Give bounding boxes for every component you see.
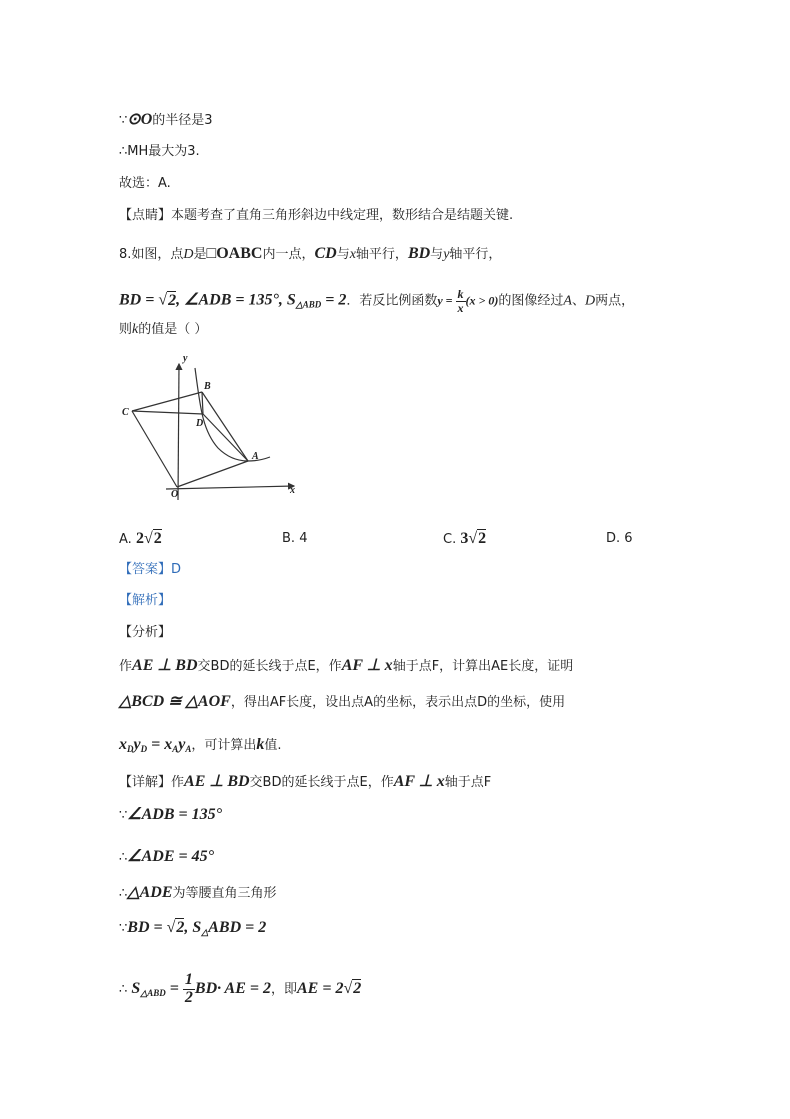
subscript-triangle: △ xyxy=(201,927,209,937)
math-y: y xyxy=(133,736,141,753)
answer-value: D xyxy=(171,562,182,577)
subscript-abd: △ABD xyxy=(295,299,322,310)
math-bd: BD = xyxy=(127,919,167,936)
radicand: 2 xyxy=(153,530,162,547)
option-a xyxy=(119,529,162,550)
q8-text: 的值是（ ） xyxy=(138,322,208,337)
segment-cd xyxy=(132,411,203,414)
option-label: D. xyxy=(606,531,621,546)
q8-text: 则 xyxy=(119,322,133,337)
circle-o-math: ⊙O xyxy=(127,111,153,128)
math-bd-ae: BD· AE = 2 xyxy=(194,979,271,997)
fenxi-line-1 xyxy=(119,656,573,677)
math-triangle-ade: △ADE xyxy=(127,884,173,901)
y-axis xyxy=(178,364,179,500)
math-s: , S xyxy=(184,919,202,936)
sqrt-sign: √ xyxy=(143,530,153,547)
line-mh-max: ∴MH最大为3. xyxy=(119,144,200,159)
radicand: 2 xyxy=(478,530,487,547)
question-8-line-1 xyxy=(119,244,501,265)
segment-bd: BD xyxy=(407,245,431,262)
radicand: 2 xyxy=(353,979,362,997)
line-dianjing: 【点睛】本题考查了直角三角形斜边中线定理，数形结合是结题关键. xyxy=(119,208,514,223)
subscript: A xyxy=(185,744,192,754)
text: 作 xyxy=(171,775,185,790)
numerator: 1 xyxy=(184,971,193,988)
text: 为等腰直角三角形 xyxy=(172,886,277,901)
q8-text: ．若反比例函数 xyxy=(346,293,438,309)
label-y: y xyxy=(183,353,188,364)
therefore-symbol: ∴ xyxy=(119,850,128,865)
text: 交BD的延长线于点E，作 xyxy=(197,659,342,674)
fraction-one-half xyxy=(183,972,195,1007)
label-o: O xyxy=(171,489,179,500)
y-var: y xyxy=(443,247,450,262)
xiangjie-line-3 xyxy=(119,847,214,868)
option-label: A. xyxy=(119,532,132,547)
math-angle: , ∠ADB = 135°, S xyxy=(176,291,296,309)
xiangjie-line-1 xyxy=(119,772,491,793)
x-axis xyxy=(166,486,294,489)
k-var: k xyxy=(132,322,139,337)
q8-text: 内一点， xyxy=(262,247,315,262)
sqrt-sign: √ xyxy=(158,291,168,309)
option-value: 2 xyxy=(135,530,144,547)
label-a: A xyxy=(252,451,259,462)
answer-line xyxy=(119,560,181,580)
fenxi-tag: 【分析】 xyxy=(119,625,172,640)
math-eq: = xyxy=(165,979,183,997)
math-af-perp-x: AF ⊥ x xyxy=(393,773,445,790)
fraction-k-over-x xyxy=(456,288,466,314)
xiangjie-line-2 xyxy=(119,805,222,826)
denominator: 2 xyxy=(184,988,193,1006)
line-choose: 故选：A. xyxy=(119,176,171,191)
sqrt-sign: √ xyxy=(166,919,176,936)
math-s: S xyxy=(131,979,141,997)
option-label: B. xyxy=(282,531,296,546)
side-co xyxy=(132,411,177,487)
domain-condition: (x > 0) xyxy=(465,293,499,308)
segment-bd xyxy=(202,392,203,414)
math-ae-perp-bd: AE ⊥ BD xyxy=(184,773,250,790)
answer-tag: 【答案】 xyxy=(119,562,172,577)
point-a: A xyxy=(563,293,572,309)
question-8-line-3 xyxy=(119,320,207,340)
option-value: 6 xyxy=(624,531,633,546)
q8-text: 两点， xyxy=(595,293,635,309)
label-x: x xyxy=(290,485,295,496)
text: ，即 xyxy=(270,981,297,997)
therefore-symbol: ∴ xyxy=(119,886,128,901)
q8-text: 与 xyxy=(336,247,350,262)
therefore-symbol: ∴ xyxy=(119,981,128,997)
label-b: B xyxy=(204,381,211,392)
option-d xyxy=(606,529,633,549)
text: 轴于点F，计算出AE长度，证明 xyxy=(392,659,574,674)
text: ，可计算出 xyxy=(191,738,257,753)
math-eq: = xyxy=(147,736,165,753)
math-x: x xyxy=(119,736,127,753)
radicand: 2 xyxy=(176,919,185,936)
math-y: y xyxy=(178,736,186,753)
option-value: 3 xyxy=(460,530,469,547)
because-symbol: ∵ xyxy=(119,921,128,936)
math-abd-eq: ABD = 2 xyxy=(208,919,267,936)
math-af-perp-x: AF ⊥ x xyxy=(341,657,393,674)
fenxi-line-2 xyxy=(119,692,565,713)
subscript: D xyxy=(127,744,134,754)
subscript: A xyxy=(172,744,179,754)
side-ab xyxy=(202,392,248,461)
xiangjie-line-4 xyxy=(119,883,277,904)
q8-text: 与 xyxy=(430,247,444,262)
geometry-figure xyxy=(110,350,310,505)
side-oa xyxy=(177,461,248,487)
denominator: x xyxy=(457,300,464,315)
radius-text: 的半径是3 xyxy=(152,113,213,128)
q8-text: 是 xyxy=(193,247,207,262)
q8-text: 的图像经过 xyxy=(498,293,564,309)
line-radius xyxy=(119,110,213,131)
because-symbol: ∵ xyxy=(119,808,128,823)
because-symbol: ∵ xyxy=(119,113,128,128)
segment-cd: CD xyxy=(314,245,337,262)
function-y: y = xyxy=(437,293,456,308)
sqrt-sign: √ xyxy=(468,530,478,547)
numerator: k xyxy=(457,287,464,301)
question-8-line-2 xyxy=(119,288,634,315)
math-ae-perp-bd: AE ⊥ BD xyxy=(132,657,198,674)
sqrt-sign: √ xyxy=(343,979,353,997)
math-eq: = 2 xyxy=(321,291,347,309)
point-d: D xyxy=(584,293,596,309)
xiangjie-line-6 xyxy=(119,972,361,1007)
subscript: D xyxy=(140,744,148,754)
text: 作 xyxy=(119,659,133,674)
q8-text: 、 xyxy=(571,293,585,309)
analysis-tag: 【解析】 xyxy=(119,593,172,608)
xiangjie-line-5 xyxy=(119,918,266,942)
text: 轴于点F xyxy=(444,775,492,790)
radicand: 2 xyxy=(168,291,177,309)
math-angle-adb: ∠ADB = 135° xyxy=(127,806,223,823)
math-angle-ade: ∠ADE = 45° xyxy=(127,848,215,865)
math-bd: BD = xyxy=(119,291,159,309)
math-x: x xyxy=(164,736,173,753)
xiangjie-tag: 【详解】 xyxy=(119,775,172,790)
label-d: D xyxy=(196,418,204,429)
parallelogram-oabc: □OABC xyxy=(206,245,263,262)
option-label: C. xyxy=(443,532,457,547)
q8-text: 8.如图，点 xyxy=(119,247,184,262)
text: 交BD的延长线于点E，作 xyxy=(249,775,394,790)
label-c: C xyxy=(122,407,129,418)
text: 值. xyxy=(264,738,282,753)
text: ，得出AF长度，设出点A的坐标，表示出点D的坐标，使用 xyxy=(230,695,566,710)
subscript-abd: △ABD xyxy=(140,987,166,998)
option-b xyxy=(282,529,307,549)
option-value: 4 xyxy=(299,531,308,546)
point-d: D xyxy=(183,247,194,262)
math-ae: AE = 2 xyxy=(297,979,344,997)
q8-text: 轴平行， xyxy=(355,247,408,262)
option-c xyxy=(443,529,486,550)
side-cb xyxy=(132,392,202,411)
x-var: x xyxy=(349,247,356,262)
q8-text: 轴平行， xyxy=(449,247,502,262)
math-congruent: △BCD ≅ △AOF xyxy=(119,693,231,710)
math-k: k xyxy=(256,736,265,753)
fenxi-line-3 xyxy=(119,735,282,759)
